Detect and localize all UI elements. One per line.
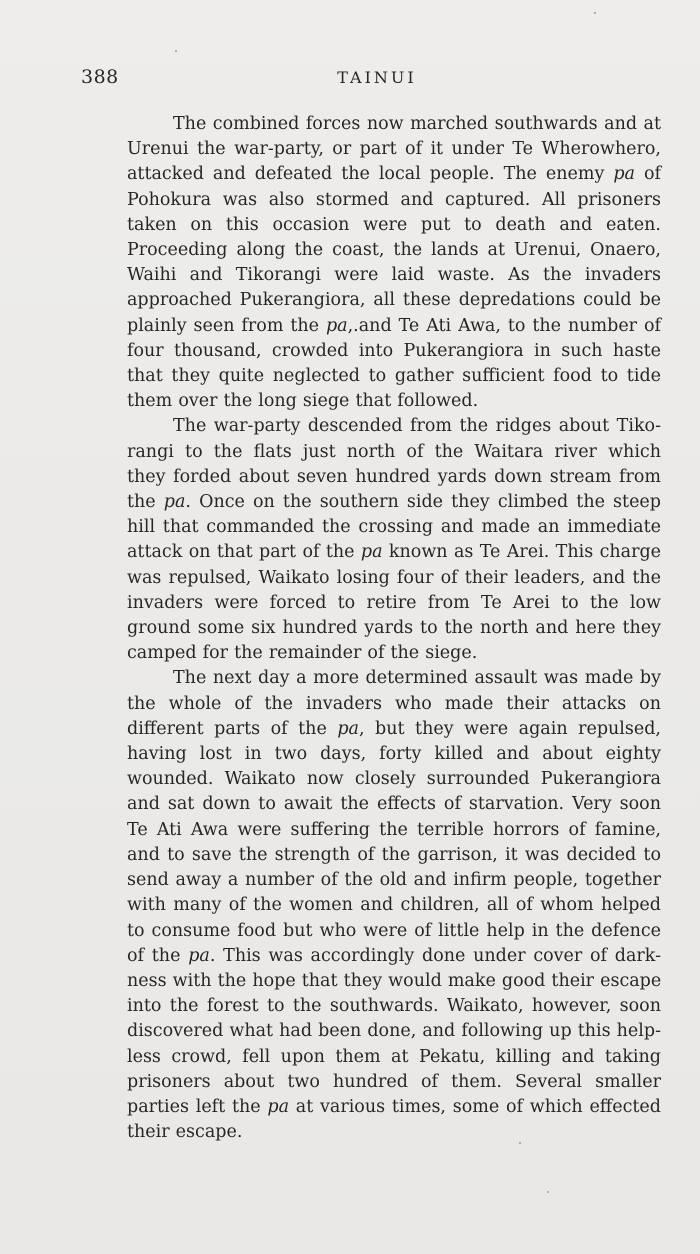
text-line: Pohokura was also stormed and captured. All prisoners: [127, 189, 661, 210]
text-line: Te Ati Awa were suffering the terrible horrors of famine,: [127, 819, 661, 840]
paper-speck: [594, 12, 596, 14]
text-line: different parts of the pa, but they were again repulsed,: [127, 718, 661, 739]
text-line: attacked and defeated the local people. The enemy pa of: [127, 164, 661, 185]
text-line: Proceeding along the coast, the lands at Urenui, Onaero,: [127, 240, 661, 261]
text-line: wounded. Waikato now closely surrounded Pukerangiora: [127, 769, 661, 790]
text-line: The next day a more determined assault was made by: [173, 668, 661, 689]
text-line: rangi to the flats just north of the Waitara river which: [127, 441, 661, 462]
text-line: that they quite neglected to gather sufficient food to tide: [127, 366, 661, 387]
paragraph-3: [81, 666, 661, 1145]
paragraph-1: [81, 112, 661, 414]
text-line: invaders were forced to retire from Te Arei to the low: [127, 592, 661, 613]
text-line: and to save the strength of the garrison, it was decided to: [127, 844, 661, 865]
text-line: camped for the remainder of the siege.: [127, 643, 478, 664]
text-line: to consume food but who were of little help in the defence: [127, 920, 661, 941]
paper-speck: [519, 1142, 521, 1144]
text-line: The combined forces now marched southwards and at: [173, 114, 661, 134]
text-line: into the forest to the southwards. Waikato, however, soon: [127, 996, 661, 1017]
text-line: they forded about seven hundred yards down stream from: [127, 466, 661, 487]
text-line: having lost in two days, forty killed and about eighty: [127, 744, 661, 765]
text-line: discovered what had been done, and following up this help-: [127, 1021, 661, 1042]
text-line: them over the long siege that followed.: [127, 391, 479, 412]
text-line: four thousand, crowded into Pukerangiora in such haste: [127, 340, 661, 361]
text-line: Waihi and Tikorangi were laid waste. As the invaders: [127, 265, 661, 286]
text-line: with many of the women and children, all of whom helped: [127, 895, 661, 916]
paragraph-2: [81, 414, 661, 666]
text-line: and sat down to await the effects of starvation. Very soon: [127, 794, 661, 815]
page-number: 388: [81, 66, 119, 88]
text-line: ground some six hundred yards to the north and here they: [127, 618, 661, 639]
text-line: parties left the pa at various times, some of which effected: [127, 1096, 661, 1117]
text-line: plainly seen from the pa,.and Te Ati Awa, to the number of: [127, 315, 662, 336]
text-line: less crowd, fell upon them at Pekatu, killing and taking: [127, 1046, 661, 1067]
page-header: [81, 66, 661, 94]
text-line: of the pa. This was accordingly done under cover of dark-: [127, 945, 661, 966]
text-line: ness with the hope that they would make good their escape: [127, 970, 662, 991]
text-line: attack on that part of the pa known as Te Arei. This charge: [127, 542, 662, 563]
text-line: was repulsed, Waikato losing four of their leaders, and the: [127, 567, 661, 588]
text-line: taken on this occasion were put to death and eaten.: [127, 214, 661, 235]
text-line: hill that commanded the crossing and made an immediate: [127, 517, 661, 538]
text-line: the pa. Once on the southern side they climbed the steep: [127, 492, 661, 513]
text-line: send away a number of the old and infirm people, together: [127, 870, 661, 891]
paper-speck: [547, 1191, 549, 1193]
body-text: [81, 112, 661, 1145]
paper-speck: [175, 50, 177, 52]
text-line: the whole of the invaders who made their attacks on: [127, 693, 661, 714]
text-line: Urenui the war-party, or part of it under Te Wherowhero,: [127, 139, 661, 160]
running-head: TAINUI: [337, 68, 417, 87]
text-line: prisoners about two hundred of them. Several smaller: [127, 1071, 661, 1092]
text-line: approached Pukerangiora, all these depredations could be: [127, 290, 661, 311]
text-line: The war-party descended from the ridges about Tiko-: [173, 416, 661, 437]
text-line: their escape.: [127, 1122, 243, 1143]
